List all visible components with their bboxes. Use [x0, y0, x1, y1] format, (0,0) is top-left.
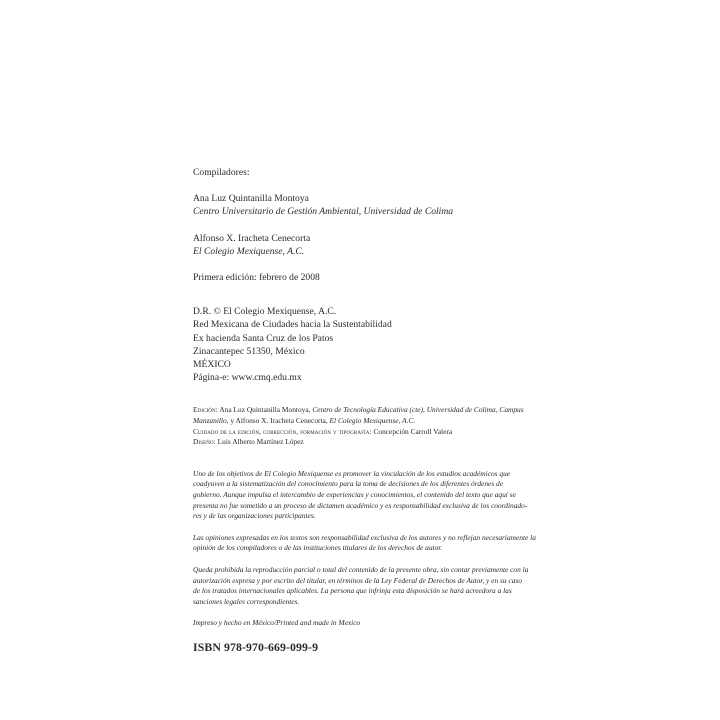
paragraph-line: coadyuven a la sistematización del conocimiento para la toma de decisiones de los diferentes órdenes de — [193, 479, 503, 489]
compiler-2-name: Alfonso X. Iracheta Cenecorta — [193, 232, 311, 244]
address-line: Zinacantepec 51350, México — [193, 345, 305, 357]
paragraph-line: presenta no fue sometido a un proceso de dictamen académico y es responsabilidad exclusiva de los coordinado- — [193, 500, 528, 510]
compiler-1-affiliation: Centro Universitario de Gestión Ambiental, Universidad de Colima — [193, 206, 454, 218]
address-line: Ex hacienda Santa Cruz de los Patos — [193, 332, 334, 344]
printed-line: Impreso y hecho en México/Printed and made in Mexico — [193, 618, 361, 628]
edition-date: Primera edición: febrero de 2008 — [193, 272, 320, 284]
paragraph-line: opinión de los compiladores o de las instituciones titulares de los derechos de autor. — [193, 543, 443, 553]
edition-credit-line-2 — [193, 416, 533, 427]
address-line: MÉXICO — [193, 359, 231, 371]
paragraph-line: autorización expresa y por escrito del titular, en términos de la Ley Federal de Derechos de Autor, y en su caso — [193, 575, 522, 585]
compilers-heading: Compiladores: — [193, 167, 250, 178]
edition-label: Edición: — [193, 405, 218, 415]
paragraph-line: Uno de los objetivos de El Colegio Mexiquense es promover la vinculación de los estudios académicos que — [193, 468, 511, 478]
edition-coeditor-institution: El Colegio Mexiquense, A.C. — [329, 416, 416, 426]
paragraph-line: gobierno. Aunque impulsa el intercambio de experiencias y conocimientos, el contenido del texto que aquí se — [193, 490, 516, 499]
design-value: Luis Alberto Martínez López — [217, 437, 304, 447]
paragraph-line: Queda prohibida la reproducción parcial o total del contenido de la presente obra, sin contar previamente con la — [193, 564, 529, 574]
edition-credit-line-1 — [193, 405, 533, 416]
care-credit-line — [193, 427, 533, 438]
compiler-2-affiliation: El Colegio Mexiquense, A.C. — [193, 245, 305, 257]
address-line: Red Mexicana de Ciudades hacia la Sustentabilidad — [193, 319, 392, 331]
website-line: Página-e: www.cmq.edu.mx — [193, 372, 302, 384]
compiler-1 — [193, 192, 533, 218]
paragraph-line: de los tratados internacionales aplicables. La persona que infrinja esta disposición se hará acreedora a las — [193, 586, 512, 596]
isbn: ISBN 978-970-669-099-9 — [193, 639, 319, 654]
address-line: D.R. © El Colegio Mexiquense, A.C. — [193, 306, 337, 318]
paragraph-line: sanciones legales correspondientes. — [193, 596, 300, 606]
compiler-2 — [193, 232, 533, 258]
copyright-page — [193, 166, 536, 654]
publisher-address — [193, 305, 533, 384]
care-value: Concepción Carroll Valera — [373, 426, 453, 436]
objectives-paragraph — [193, 469, 533, 522]
paragraph-line: res y de las organizaciones participantes. — [193, 511, 316, 521]
legal-notices — [193, 468, 536, 629]
edition-editors: Ana Luz Quintanilla Montoya, — [219, 405, 311, 415]
compiler-1-name: Ana Luz Quintanilla Montoya — [193, 193, 309, 205]
opinions-paragraph — [193, 532, 536, 554]
edition-coeditor: y Alfonso X. Iracheta Cenecorta, — [230, 416, 328, 426]
care-label: Cuidado de la edición, corrección, formación y tipografía: — [193, 426, 372, 436]
printed-in-paragraph — [193, 618, 533, 629]
design-credit-line — [193, 437, 533, 448]
edition-campus: Manzanillo, — [193, 416, 229, 426]
edition-institution: Centro de Tecnología Educativa (cte), Universidad de Colima, Campus — [312, 405, 524, 415]
credits — [193, 405, 533, 447]
design-label: Diseño: — [193, 437, 216, 447]
reproduction-paragraph — [193, 565, 533, 607]
paragraph-line: Las opiniones expresadas en los textos son responsabilidad exclusiva de los autores y no reflejan necesariamente la — [193, 532, 536, 542]
